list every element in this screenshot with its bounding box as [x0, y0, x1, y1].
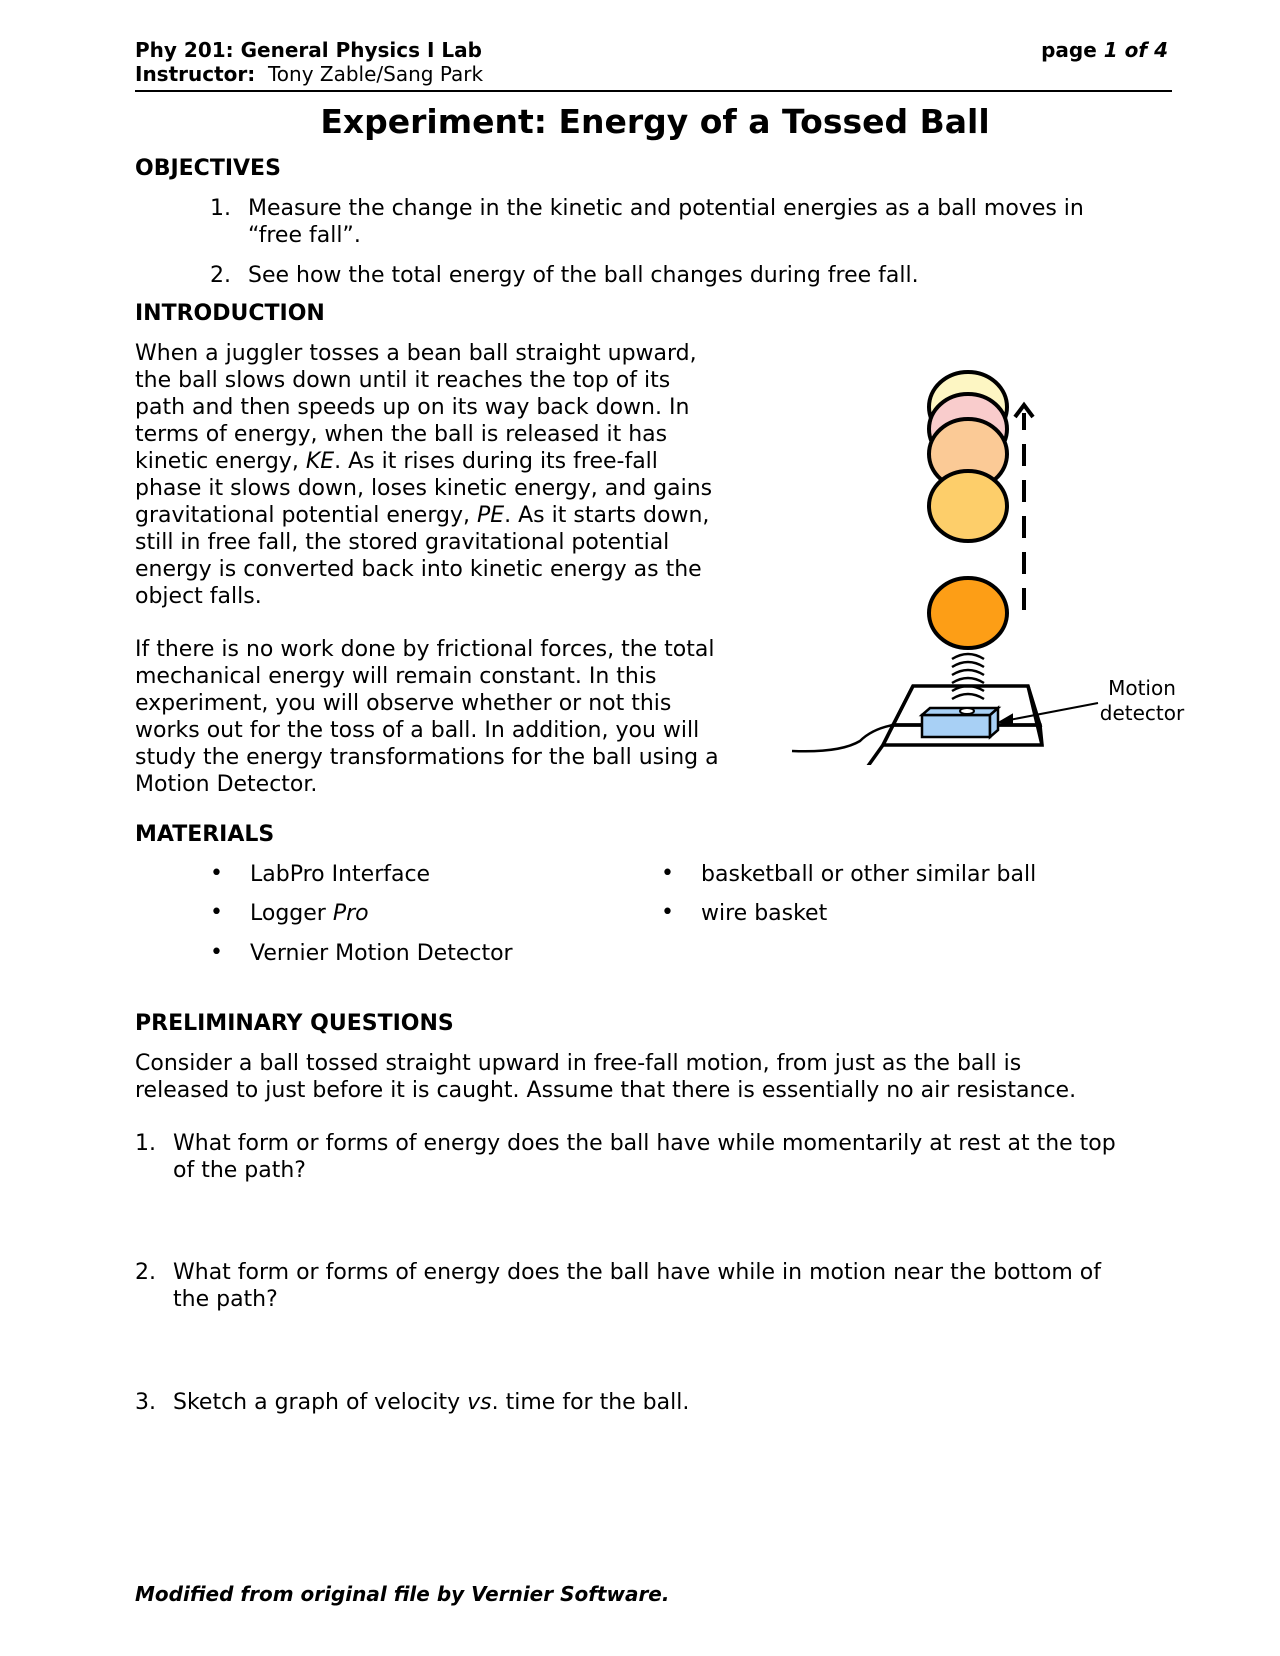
bullet: •	[210, 861, 223, 886]
pe-symbol: PE	[476, 503, 505, 528]
intro-p2-line: experiment, you will observe whether or not this	[135, 691, 672, 716]
question-text: . time for the ball.	[491, 1390, 690, 1415]
objective-2-num: 2.	[210, 263, 231, 288]
objective-1-num: 1.	[210, 196, 231, 221]
intro-p2-line: If there is no work done by frictional forces, the total	[135, 637, 715, 662]
intro-p1-line: energy is converted back into kinetic energy as the	[135, 557, 702, 582]
question-1-num: 1.	[135, 1131, 156, 1156]
intro-paragraph-2	[135, 636, 719, 798]
footer-credit: Modified from original file by Vernier Software.	[135, 1582, 670, 1606]
materials-heading: MATERIALS	[135, 822, 275, 847]
bullet: •	[210, 940, 223, 965]
prelim-intro-line: released to just before it is caught. Assume that there is essentially no air resistance.	[135, 1078, 1077, 1103]
page-label: page	[1041, 38, 1097, 62]
intro-p1-line: path and then speeds up on its way back down. In	[135, 395, 690, 420]
bullet: •	[210, 900, 223, 925]
intro-p1-line: terms of energy, when the ball is released it has	[135, 422, 668, 447]
intro-p1-line	[135, 448, 712, 475]
intro-p1-line	[135, 502, 712, 529]
material-text: Logger	[250, 901, 333, 926]
question-1	[173, 1130, 1116, 1184]
page-title: Experiment: Energy of a Tossed Ball	[320, 102, 990, 141]
page-total: of 4	[1124, 38, 1168, 62]
question-text: Sketch a graph of velocity	[173, 1390, 468, 1415]
instructor-label: Instructor:	[135, 62, 256, 86]
intro-text: gravitational potential energy,	[135, 503, 477, 528]
question-3	[173, 1389, 689, 1416]
material-text-italic: Pro	[332, 901, 369, 926]
intro-paragraph-1	[135, 340, 712, 610]
course-title: Phy 201: General Physics I Lab	[135, 38, 482, 62]
instructor-line	[135, 62, 483, 87]
objective-1	[248, 195, 1084, 249]
question-line: of the path?	[173, 1158, 306, 1183]
question-line: What form or forms of energy does the ball have while momentarily at rest at the top	[173, 1131, 1116, 1156]
intro-p2-line: study the energy transformations for the ball using a	[135, 745, 719, 770]
intro-p1-line: object falls.	[135, 584, 262, 609]
material-item: Vernier Motion Detector	[250, 941, 513, 966]
ball-position-4	[929, 471, 1007, 541]
ball-position-5	[929, 578, 1007, 648]
label-line: Motion	[1108, 676, 1176, 700]
material-item	[250, 900, 369, 927]
page-current: 1	[1103, 38, 1118, 62]
objectives-heading: OBJECTIVES	[135, 156, 281, 181]
intro-p2-line: Motion Detector.	[135, 772, 318, 797]
objective-2: See how the total energy of the ball changes during free fall.	[248, 263, 919, 288]
sound-wave-icon	[952, 654, 984, 699]
intro-text: . As it rises during its free-fall	[334, 449, 658, 474]
header-rule	[135, 90, 1172, 92]
page-number	[1041, 38, 1168, 63]
intro-p1-line: phase it slows down, loses kinetic energy, and gains	[135, 476, 713, 501]
intro-p2-line: mechanical energy will remain constant. In this	[135, 664, 657, 689]
intro-p1-line: When a juggler tosses a bean ball straight upward,	[135, 341, 697, 366]
intro-p1-line: still in free fall, the stored gravitational potential	[135, 530, 670, 555]
prelim-intro-line: Consider a ball tossed straight upward in free-fall motion, from just as the ball is	[135, 1051, 1022, 1076]
preliminary-intro	[135, 1050, 1076, 1104]
intro-text: . As it starts down,	[504, 503, 710, 528]
introduction-heading: INTRODUCTION	[135, 301, 325, 326]
bullet: •	[661, 900, 674, 925]
question-3-num: 3.	[135, 1390, 156, 1415]
material-item: wire basket	[701, 901, 828, 926]
bullet: •	[661, 861, 674, 886]
material-item: LabPro Interface	[250, 862, 431, 887]
question-2	[173, 1259, 1101, 1313]
intro-text: kinetic energy,	[135, 449, 306, 474]
objective-1-line2: “free fall”.	[248, 223, 361, 248]
preliminary-heading: PRELIMINARY QUESTIONS	[135, 1011, 454, 1036]
question-line: What form or forms of energy does the ball have while in motion near the bottom of	[173, 1260, 1101, 1285]
label-line: detector	[1099, 701, 1185, 725]
question-text-italic: vs	[467, 1390, 492, 1415]
question-line: the path?	[173, 1287, 278, 1312]
label-pointer	[1000, 703, 1098, 725]
instructor-name: Tony Zable/Sang Park	[267, 62, 484, 86]
question-2-num: 2.	[135, 1260, 156, 1285]
motion-detector-label	[1092, 676, 1192, 726]
intro-p2-line: works out for the toss of a ball. In addition, you will	[135, 718, 700, 743]
detector-cable	[792, 725, 893, 751]
upward-arrow-icon	[1015, 405, 1033, 610]
material-item: basketball or other similar ball	[701, 862, 1037, 887]
ke-symbol: KE	[305, 449, 335, 474]
intro-p1-line: the ball slows down until it reaches the top of its	[135, 368, 671, 393]
objective-1-line1: Measure the change in the kinetic and potential energies as a ball moves in	[248, 196, 1084, 221]
